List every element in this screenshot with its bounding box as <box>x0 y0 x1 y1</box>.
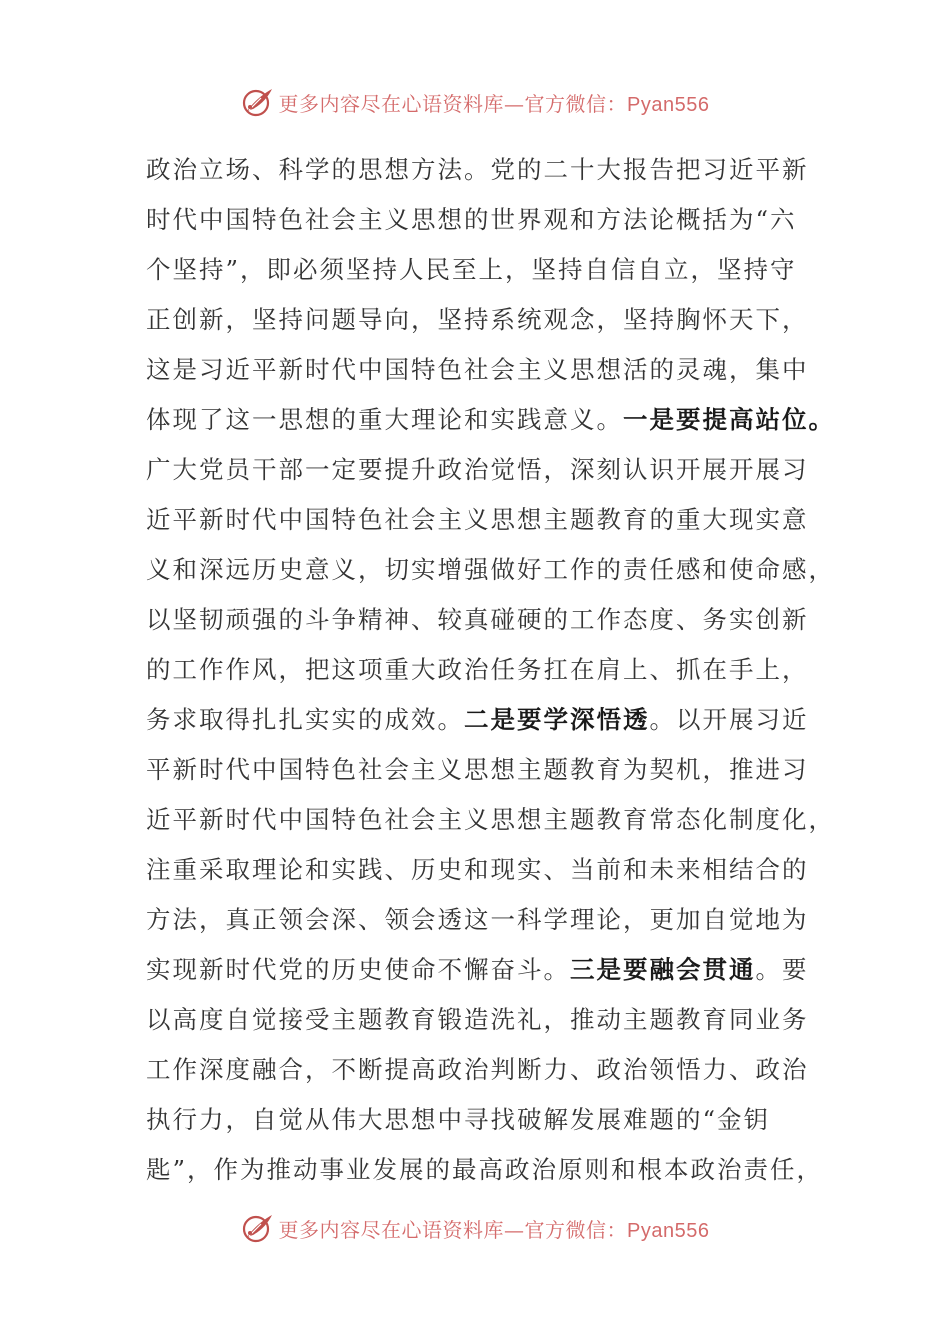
line-text: 平新时代中国特色社会主义思想主题教育为契机，推进习 <box>146 755 809 784</box>
text-line <box>146 945 816 995</box>
line-text: 政治立场、科学的思想方法。党的二十大报告把习近平新 <box>146 155 809 184</box>
line-text: 匙”，作为推动事业发展的最高政治原则和根本政治责任， <box>146 1155 824 1184</box>
text-line <box>146 845 816 895</box>
line-text: 近平新时代中国特色社会主义思想主题教育的重大现实意 <box>146 505 809 534</box>
line-text-after: 。以开展习近 <box>649 705 809 734</box>
text-line <box>146 1045 816 1095</box>
text-line <box>146 445 816 495</box>
line-text: 工作深度融合，不断提高政治判断力、政治领悟力、政治 <box>146 1055 809 1084</box>
text-line <box>146 395 835 445</box>
text-line <box>146 245 816 295</box>
text-line <box>146 745 816 795</box>
text-line <box>146 795 835 845</box>
line-text: 义和深远历史意义，切实增强做好工作的责任感和使命感， <box>146 555 835 584</box>
text-line <box>146 1145 824 1195</box>
footer-banner <box>0 1208 950 1248</box>
line-text: 以高度自觉接受主题教育锻造洗礼，推动主题教育同业务 <box>146 1005 809 1034</box>
line-text: 以坚韧顽强的斗争精神、较真碰硬的工作态度、务实创新 <box>146 605 809 634</box>
text-line <box>146 895 816 945</box>
bold-heading: 三是要融会贯通 <box>570 955 756 984</box>
document-body <box>146 145 835 1195</box>
text-line <box>146 645 816 695</box>
text-line <box>146 545 835 595</box>
text-line <box>146 595 816 645</box>
feather-pen-logo-icon <box>241 85 275 119</box>
line-text: 方法，真正领会深、领会透这一科学理论，更加自觉地为 <box>146 905 809 934</box>
header-banner <box>0 82 950 122</box>
text-line <box>146 1095 816 1145</box>
line-text: 实现新时代党的历史使命不懈奋斗。 <box>146 955 570 984</box>
line-text-after: 。要 <box>755 955 809 984</box>
header-wechat-id: Pyan556 <box>627 93 710 116</box>
line-text: 这是习近平新时代中国特色社会主义思想活的灵魂，集中 <box>146 355 809 384</box>
line-text: 正创新，坚持问题导向，坚持系统观念，坚持胸怀天下， <box>146 305 809 334</box>
line-text: 广大党员干部一定要提升政治觉悟，深刻认识开展开展习 <box>146 455 809 484</box>
header-banner-text: 更多内容尽在心语资料库—官方微信：Pyan556 <box>278 91 710 116</box>
line-text: 务求取得扎扎实实的成效。 <box>146 705 464 734</box>
bold-heading: 二是要学深悟透 <box>464 705 650 734</box>
text-line <box>146 145 816 195</box>
line-text: 近平新时代中国特色社会主义思想主题教育常态化制度化， <box>146 805 835 834</box>
text-line <box>146 295 816 345</box>
footer-wechat-id: Pyan556 <box>627 1219 710 1242</box>
line-text: 的工作作风，把这项重大政治任务扛在肩上、抓在手上， <box>146 655 809 684</box>
text-line <box>146 345 816 395</box>
footer-banner-text: 更多内容尽在心语资料库—官方微信：Pyan556 <box>278 1217 710 1242</box>
line-text: 体现了这一思想的重大理论和实践意义。 <box>146 405 623 434</box>
line-text: 个坚持”，即必须坚持人民至上，坚持自信自立，坚持守 <box>146 255 797 284</box>
text-line <box>146 195 816 245</box>
line-text: 时代中国特色社会主义思想的世界观和方法论概括为“六 <box>146 205 797 234</box>
line-text: 注重采取理论和实践、历史和现实、当前和未来相结合的 <box>146 855 809 884</box>
bold-heading: 一是要提高站位。 <box>623 405 835 434</box>
line-text: 执行力，自觉从伟大思想中寻找破解发展难题的“金钥 <box>146 1105 771 1134</box>
text-line <box>146 495 816 545</box>
text-line <box>146 995 816 1045</box>
text-line <box>146 695 816 745</box>
feather-pen-logo-icon <box>241 1211 275 1245</box>
